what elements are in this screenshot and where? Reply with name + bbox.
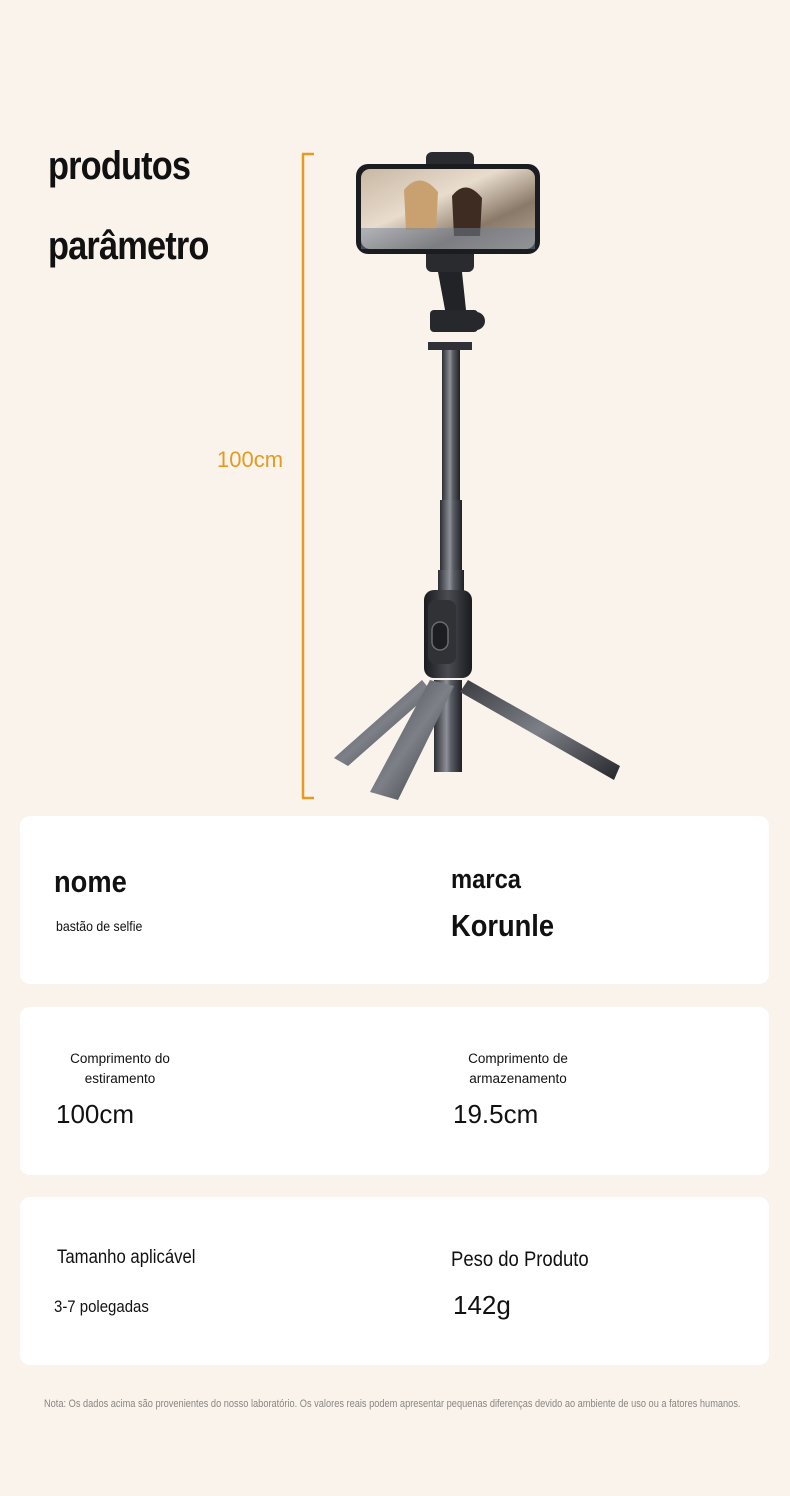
spec-label-storage-length: Comprimento de armazenamento (468, 1051, 568, 1086)
spec-card-lengths (20, 1007, 769, 1175)
spec-value-applicable-size: 3-7 polegadas (54, 1297, 149, 1316)
disclaimer-note: Nota: Os dados acima são provenientes do nosso laboratório. Os valores reais podem apresentar pequenas diferenças devido ao ambiente de uso ou a fatores humanos. (44, 1398, 741, 1410)
spec-value-weight: 142g (453, 1290, 511, 1320)
spec-card-name-brand (20, 816, 769, 984)
spec-label-brand: marca (451, 864, 522, 894)
dimension-label: 100cm (217, 447, 284, 472)
page-title-line2: parâmetro (48, 224, 209, 268)
spec-label-name: nome (54, 864, 127, 899)
spec-value-brand: Korunle (451, 908, 555, 943)
spec-label-weight: Peso do Produto (451, 1248, 589, 1271)
spec-value-name: bastão de selfie (56, 918, 143, 934)
spec-value-extended-length: 100cm (56, 1099, 135, 1129)
page-title-line1: produtos (48, 144, 191, 188)
spec-card-size-weight (20, 1197, 769, 1365)
spec-label-extended-length: Comprimento do estiramento (70, 1051, 170, 1086)
spec-label-applicable-size: Tamanho aplicável (57, 1247, 196, 1268)
spec-value-storage-length: 19.5cm (453, 1099, 539, 1129)
selfie-stick-tripod-icon (320, 140, 640, 820)
